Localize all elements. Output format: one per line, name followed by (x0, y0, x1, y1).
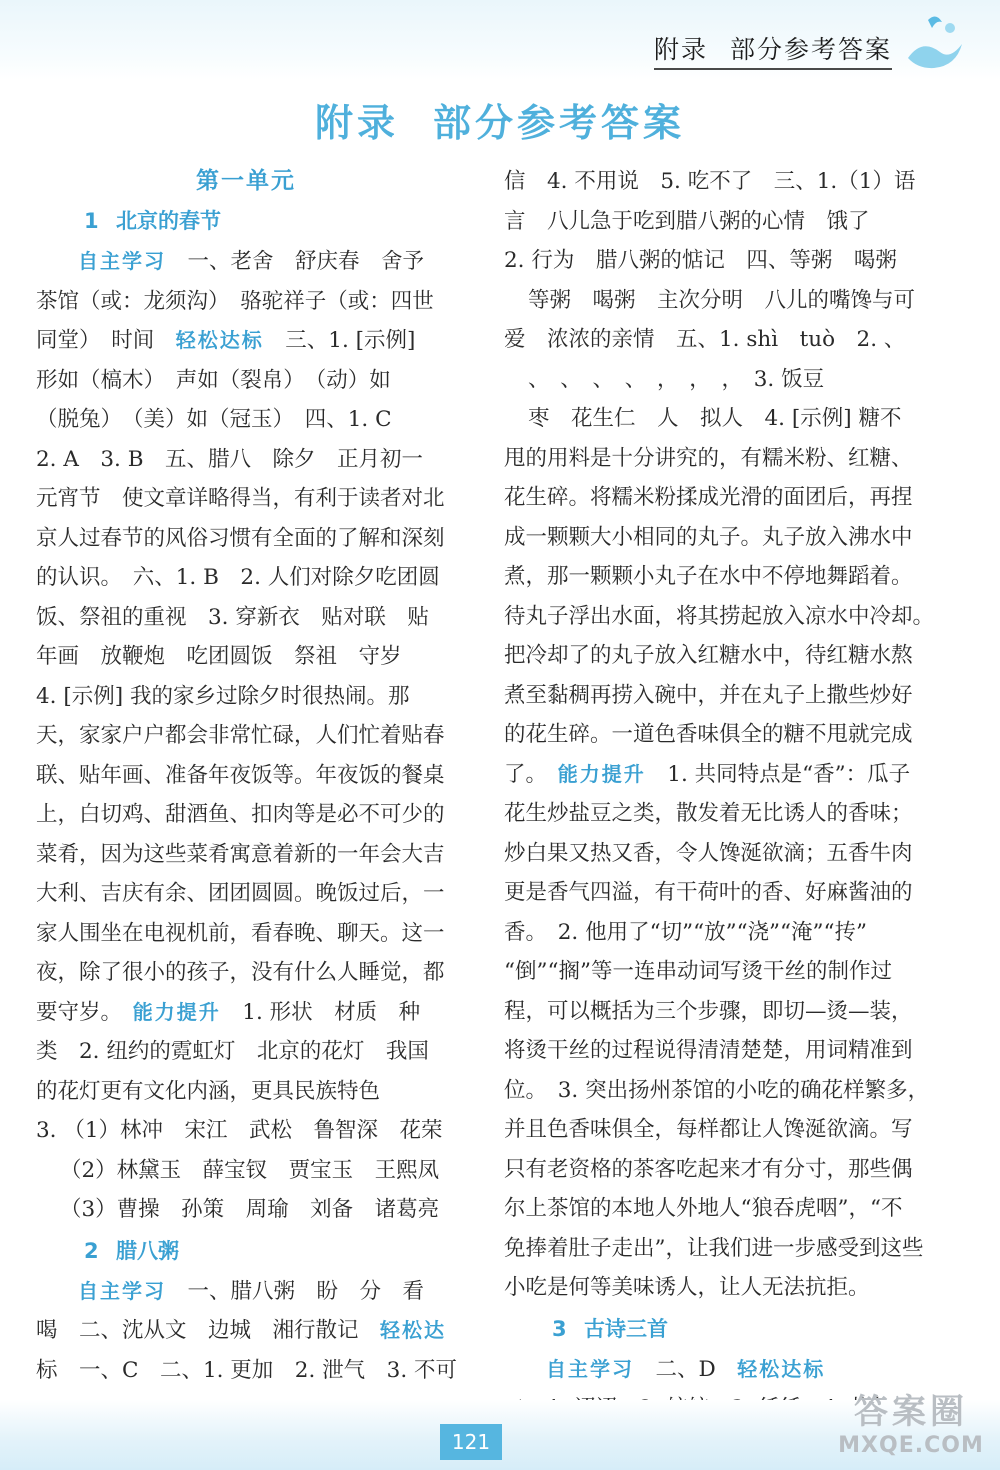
answer-line: 待丸子浮出水面，将其捞起放入凉水中冷却。 (504, 603, 935, 629)
answer-line: 形如（槁木） 声如（裂帛） （动）如 (36, 367, 391, 393)
answer-line: 并且色香味俱全，每样都让人馋涎欲滴。写 (504, 1117, 913, 1142)
answer-line: 饭、祭祖的重视 3. 穿新衣 贴对联 贴 (36, 604, 429, 630)
answer-line: 将烫干丝的过程说得清清楚楚，用词精准到 (504, 1038, 913, 1063)
answer-line: 花生碎。将糯米粉揉成光滑的面团后，再捏 (504, 485, 913, 510)
answer-line: 年画 放鞭炮 吃团圆饭 祭祖 守岁 (36, 644, 402, 669)
watermark-logo (836, 1390, 986, 1464)
section-label: 自主学习 (546, 1356, 634, 1381)
answer-line: 自主学习 一、老舍 舒庆春 舍予 (78, 249, 425, 274)
answer-line: “倒”“搁”等一连串动词写烫干丝的制作过 (504, 959, 892, 984)
answer-line: 位。 3. 突出扬州茶馆的小吃的确花样繁多， (504, 1077, 930, 1103)
answer-line: 茶馆（或：龙须沟） 骆驼祥子（或：四世 (36, 288, 434, 314)
answer-line: 只有老资格的茶客吃起来才有分寸，那些偶 (504, 1156, 913, 1182)
section-label: 轻松达标 (737, 1356, 826, 1381)
lesson-title: 北京的春节 (116, 209, 221, 233)
lesson-title: 古诗三首 (584, 1316, 668, 1341)
watermark-logo-text: 答案圈 (854, 1392, 968, 1432)
lesson-title: 腊八粥 (116, 1238, 179, 1263)
answer-line: （3）曹操 孙策 周瑜 刘备 诸葛亮 (60, 1197, 440, 1222)
answer-line: 4. [示例] 我的家乡过除夕时很热闹。那 (36, 683, 410, 709)
answer-line: 2. A 3. B 五、腊八 除夕 正月初一 (36, 446, 424, 472)
answer-line: 枣 花生仁 人 拟人 4. [示例] 糖不 (528, 406, 902, 431)
page-number: 121 (440, 1424, 502, 1460)
answer-line: 把冷却了的丸子放入红糖水中，待红糖水熬 (504, 643, 913, 668)
answer-line: 要守岁。 能力提升 1. 形状 材质 种 (36, 999, 421, 1025)
answer-line: 喝 二、沈从文 边城 湘行散记 轻松达 (36, 1318, 447, 1343)
answer-line: 联、贴年画、准备年夜饭等。年夜饭的餐桌 (36, 762, 445, 788)
lesson-number: 3 (552, 1316, 567, 1341)
answer-line: 程，可以概括为三个步骤，即切—烫—装， (504, 998, 913, 1024)
answer-line: 免捧着肚子走出”，让我们进一步感受到这些 (504, 1235, 924, 1261)
answer-line: 大利、吉庆有余、团团圆圆。晚饭过后，一 (36, 881, 445, 906)
answer-line: 、 、 、 、 ， ， ， 3. 饭豆 (528, 366, 825, 392)
answer-line: 爱 浓浓的亲情 五、1. shì tuò 2. 、 (504, 327, 906, 352)
answer-line: 类 2. 纽约的霓虹灯 北京的花灯 我国 (36, 1039, 429, 1064)
answer-line: 花生炒盐豆之类，散发着无比诱人的香味； (504, 801, 913, 826)
lesson-heading (504, 1308, 924, 1350)
answer-line: 甩的用料是十分讲究的，有糯米粉、红糖、 (504, 445, 913, 471)
answer-line: 京人过春节的风俗习惯有全面的了解和深刻 (36, 525, 445, 551)
left-column (36, 162, 456, 1390)
answer-line: 了。 能力提升 1. 共同特点是“香”：瓜子 (504, 761, 911, 787)
answer-line: 天，家家户户都会非常忙碌，人们忙着贴春 (36, 723, 445, 748)
section-label: 自主学习 (78, 249, 166, 273)
section-label: 轻松达标 (175, 328, 264, 352)
answer-line: 小吃是何等美味诱人，让人无法抗拒。 (504, 1275, 870, 1300)
answer-line: 信 4. 不用说 5. 吃不了 三、1.（1）语 (504, 169, 916, 194)
answer-line: 标 一、C 二、1. 更加 2. 泄气 3. 不可 (36, 1357, 457, 1383)
answer-line: 等粥 喝粥 主次分明 八儿的嘴馋与可 (528, 287, 916, 313)
watermark-url: MXQE.COM (838, 1433, 984, 1458)
lesson-heading (36, 1230, 456, 1272)
answer-line: 2. 行为 腊八粥的惦记 四、等粥 喝粥 (504, 248, 897, 273)
answer-line: 同堂） 时间 轻松达标 三、1. [示例] (36, 328, 416, 353)
answer-line: （2）林黛玉 薛宝钗 贾宝玉 王熙凤 (60, 1157, 440, 1183)
answer-line: 的认识。 六、1. B 2. 人们对除夕吃团圆 (36, 565, 440, 590)
running-head-right: 部分参考答案 (729, 35, 892, 64)
answer-line: 香。 2. 他用了“切”“放”“浇”“淹”“抟” (504, 919, 868, 945)
answer-line: 3. （1）林冲 宋江 武松 鲁智深 花荣 (36, 1118, 443, 1143)
answer-line: 自主学习 二、D 轻松达标 (546, 1356, 826, 1382)
lesson-number: 2 (84, 1238, 99, 1263)
running-head (654, 30, 892, 70)
answer-line: 的花灯更有文化内涵，更具民族特色 (36, 1078, 381, 1104)
answer-line: 更是香气四溢，有干荷叶的香、好麻酱油的 (504, 880, 913, 905)
unit-heading: 第一单元 (196, 168, 296, 194)
page-title (0, 92, 1000, 147)
lesson-heading (36, 200, 456, 242)
answer-line: 言 八儿急于吃到腊八粥的心情 饿了 (504, 208, 870, 234)
answer-line: 炒白果又热又香，令人馋涎欲滴；五香牛肉 (504, 840, 913, 866)
running-head-left: 附录 (653, 35, 708, 64)
answer-line: （脱兔） （美）如（冠玉） 四、1. C (36, 407, 392, 432)
answer-line: 元宵节 使文章详略得当，有利于读者对北 (36, 486, 445, 511)
right-column (504, 162, 935, 1429)
section-label: 自主学习 (78, 1278, 166, 1303)
answer-line: 成一颗颗大小相同的丸子。丸子放入沸水中 (504, 524, 913, 550)
page-title-right: 部分参考答案 (433, 101, 686, 145)
answer-line: 家人围坐在电视机前，看春晚、聊天。这一 (36, 920, 445, 946)
answer-line: 煮至黏稠再捞入碗中，并在丸子上撒些炒好 (504, 682, 913, 708)
section-label: 能力提升 (132, 999, 221, 1024)
section-label: 能力提升 (557, 761, 646, 786)
answer-line: 上，白切鸡、甜酒鱼、扣肉等是必不可少的 (36, 802, 445, 827)
answer-line: 尔上茶馆的本地人外地人“狼吞虎咽”，“不 (504, 1196, 903, 1221)
answer-line: 的花生碎。一道色香味俱全的糖不甩就完成 (504, 722, 913, 747)
answer-line: 夜，除了很小的孩子，没有什么人睡觉，都 (36, 960, 445, 985)
answer-line: 自主学习 一、腊八粥 盼 分 看 (78, 1278, 425, 1304)
lesson-number: 1 (84, 209, 99, 233)
answer-line: 菜肴，因为这些菜肴寓意着新的一年会大吉 (36, 841, 445, 867)
section-label: 轻松达 (380, 1318, 447, 1342)
answer-line: 煮，那一颗颗小丸子在水中不停地舞蹈着。 (504, 564, 913, 589)
wave-decoration-icon (900, 8, 970, 78)
page-title-left: 附录 (314, 101, 399, 145)
